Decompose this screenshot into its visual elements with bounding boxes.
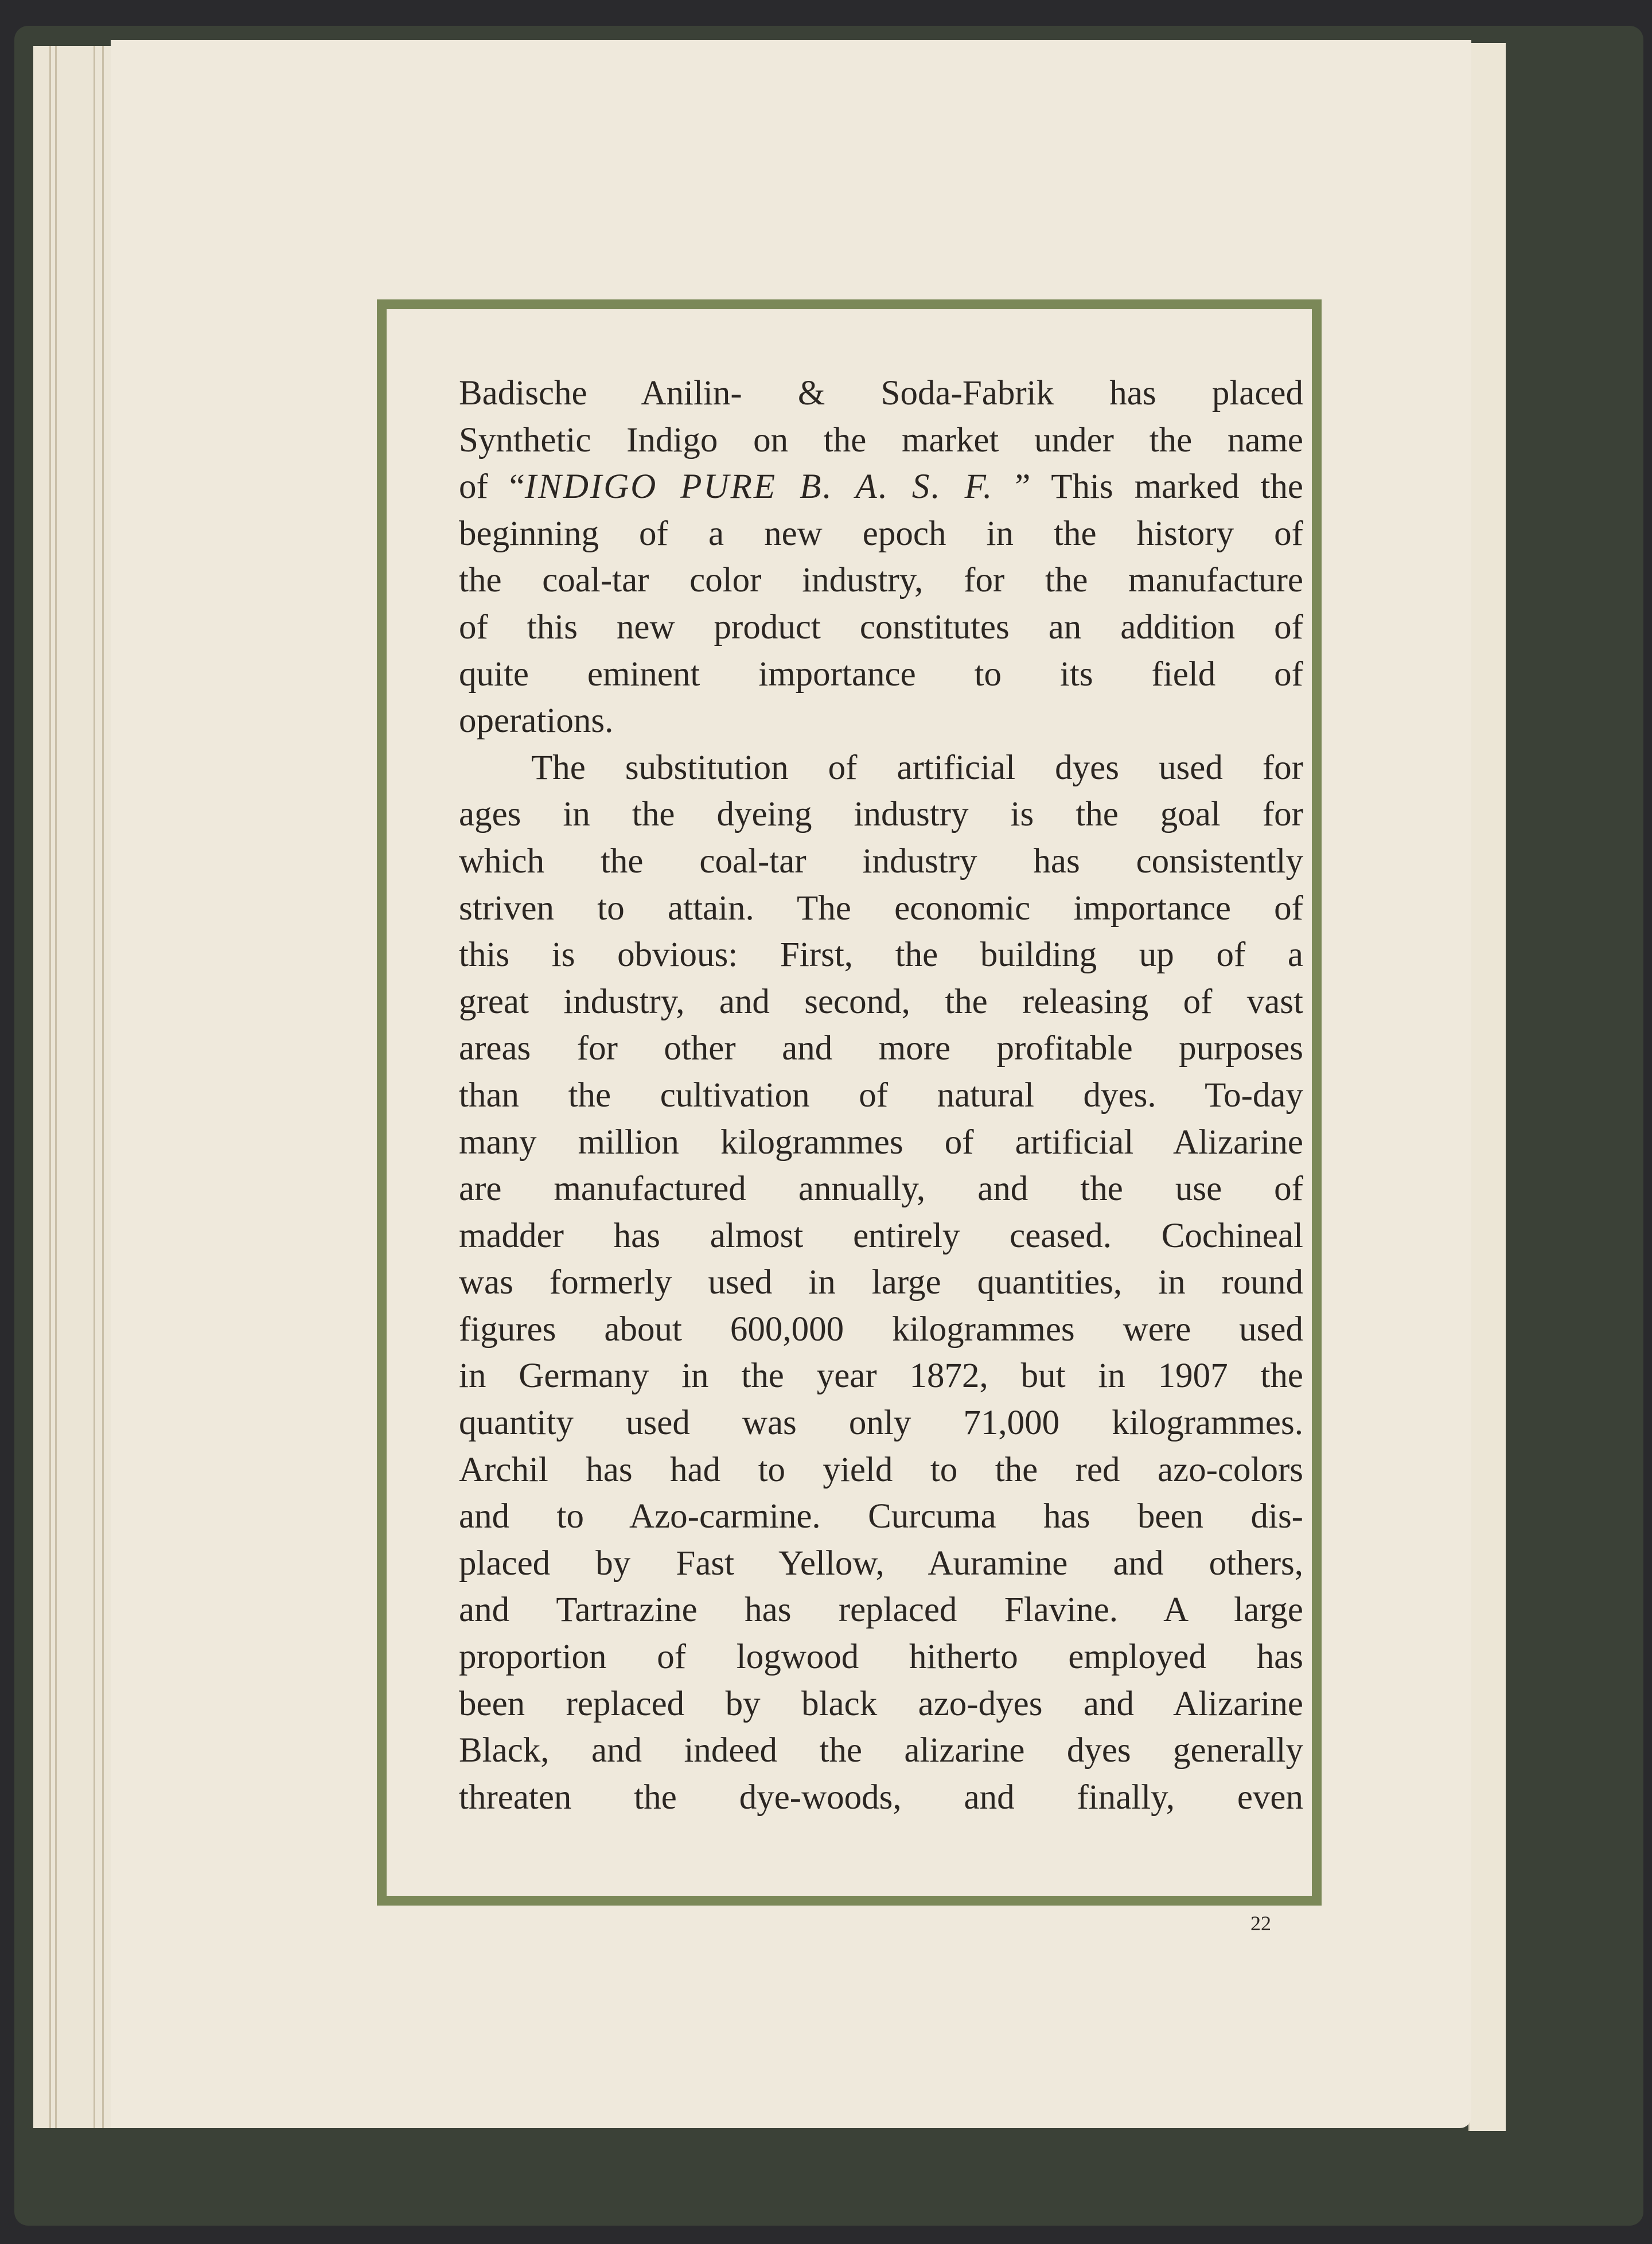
text-line: great industry, and second, the releasing of vast [459, 982, 1303, 1021]
text-line: many million kilogrammes of artificial Alizarine [459, 1123, 1303, 1162]
line3-italic: INDIGO PURE B. A. S. F. [524, 468, 994, 507]
text-line: than the cultivation of natural dyes. To-day [459, 1076, 1303, 1115]
text-line: which the coal-tar industry has consistently [459, 842, 1303, 881]
text-line: the coal-tar color industry, for the manufacture [459, 561, 1303, 600]
text-line: quantity used was only 71,000 kilogrammes. [459, 1404, 1303, 1443]
text-line: operations. [459, 702, 614, 741]
page-stack-left [33, 46, 119, 2128]
text-line: The substitution of artificial dyes used for [531, 748, 1303, 787]
text-line: in Germany in the year 1872, but in 1907 the [459, 1357, 1303, 1396]
page-number: 22 [1250, 1912, 1271, 1935]
page-stack-right [1468, 43, 1506, 2131]
line3-pre: of “ [459, 468, 525, 507]
text-line: ages in the dyeing industry is the goal for [459, 795, 1303, 834]
text-line: been replaced by black azo-dyes and Alizarine [459, 1684, 1303, 1723]
text-line: of this new product constitutes an addition of [459, 607, 1303, 646]
text-line: and Tartrazine has replaced Flavine. A large [459, 1591, 1303, 1630]
text-line: figures about 600,000 kilogrammes were used [459, 1310, 1303, 1349]
text-line: areas for other and more profitable purposes [459, 1029, 1303, 1068]
text-line: madder has almost entirely ceased. Cochineal [459, 1216, 1303, 1255]
text-line: this is obvious: First, the building up of a [459, 936, 1303, 975]
text-line: threaten the dye-woods, and finally, even [459, 1778, 1303, 1817]
text-line: quite eminent importance to its field of [459, 654, 1303, 694]
text-line [459, 463, 1303, 511]
text-line: are manufactured annually, and the use of [459, 1170, 1303, 1209]
text-line: beginning of a new epoch in the history of [459, 514, 1303, 553]
text-line: striven to attain. The economic importance of [459, 889, 1303, 928]
text-line: was formerly used in large quantities, in round [459, 1263, 1303, 1302]
text-line: proportion of logwood hitherto employed has [459, 1638, 1303, 1677]
text-line: Synthetic Indigo on the market under the name [459, 420, 1303, 459]
text-line: Black, and indeed the alizarine dyes generally [459, 1731, 1303, 1770]
line3-post: ” This marked the [1015, 468, 1304, 507]
text-line: placed by Fast Yellow, Auramine and others, [459, 1544, 1303, 1583]
text-line: Archil has had to yield to the red azo-colors [459, 1450, 1303, 1489]
text-line: Badische Anilin- & Soda-Fabrik has placed [459, 374, 1303, 412]
body-text [459, 370, 1303, 1821]
text-line: and to Azo-carmine. Curcuma has been dis- [459, 1497, 1303, 1536]
